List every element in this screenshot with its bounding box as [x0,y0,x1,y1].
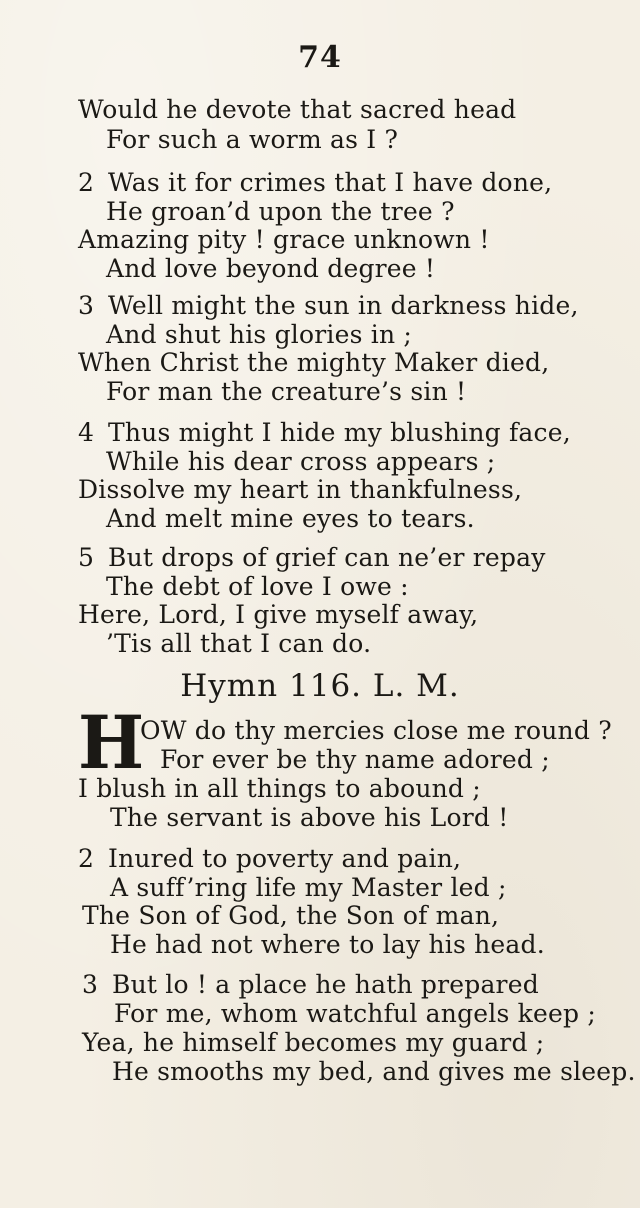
stanza-line: The debt of love I owe : [106,572,409,601]
stanza-line [78,418,571,447]
stanza-line: And melt mine eyes to tears. [106,504,475,533]
stanza-line: A suff’ring life my Master led ; [110,873,507,902]
stanza-line: While his dear cross appears ; [106,447,496,476]
stanza-line: The Son of God, the Son of man, [82,901,500,930]
stanza-number: 2 [78,168,95,197]
stanza-line [78,291,579,320]
verse-text: But drops of grief can ne’er repay [108,543,546,572]
stanza-line: The servant is above his Lord ! [110,803,509,832]
stanza-line: Amazing pity ! grace unknown ! [78,225,490,254]
stanza-line: And love beyond degree ! [106,254,436,283]
stanza-line: For man the creature’s sin ! [106,377,467,406]
stanza-line [78,168,552,197]
stanza-line: He had not where to lay his head. [110,930,545,959]
stanza-line: Yea, he himself becomes my guard ; [82,1028,545,1057]
stanza-line: ’Tis all that I can do. [106,629,372,658]
drop-cap: H [78,698,145,787]
stanza-line: And shut his glories in ; [106,320,413,349]
stanza-number: 2 [78,844,95,873]
stanza-line: Dissolve my heart in thankfulness, [78,475,523,504]
page-number: 74 [298,40,342,75]
stanza-line [78,543,546,572]
stanza-line [82,970,539,999]
continuation-line: Would he devote that sacred head [78,95,517,124]
verse-text: Inured to poverty and pain, [108,844,462,873]
stanza-line: I blush in all things to abound ; [78,774,481,803]
verse-text: Well might the sun in darkness hide, [108,291,579,320]
stanza-line: For ever be thy name adored ; [160,745,550,774]
stanza-number: 5 [78,543,95,572]
stanza-number: 3 [78,291,95,320]
hymn-title: Hymn 116. L. M. [180,668,460,704]
verse-text: Was it for crimes that I have done, [108,168,553,197]
stanza-number: 4 [78,418,95,447]
stanza-line: Here, Lord, I give myself away, [78,600,479,629]
stanza-line: He smooths my bed, and gives me sleep. [112,1057,636,1086]
verse-text: But lo ! a place he hath prepared [112,970,539,999]
stanza-line [78,844,461,873]
continuation-line: For such a worm as I ? [106,125,399,154]
stanza-line: When Christ the mighty Maker died, [78,348,550,377]
stanza-line: For me, whom watchful angels keep ; [114,999,596,1028]
verse-text: Thus might I hide my blushing face, [108,418,571,447]
stanza-number: 3 [82,970,99,999]
stanza-line: OW do thy mercies close me round ? [140,716,612,745]
stanza-line: He groan’d upon the tree ? [106,197,455,226]
